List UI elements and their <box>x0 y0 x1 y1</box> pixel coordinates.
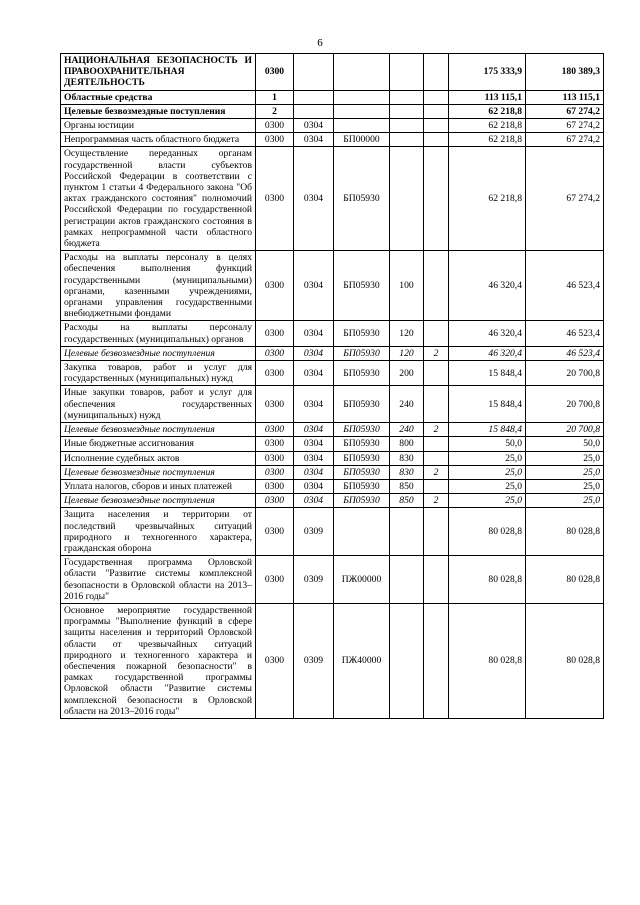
amount-year-2: 80 028,8 <box>526 556 604 604</box>
target-article: БП05930 <box>334 423 390 437</box>
amount-year-2: 67 274,2 <box>526 133 604 147</box>
table-row <box>61 147 604 251</box>
subsection-code: 0304 <box>294 465 334 479</box>
table-row <box>61 386 604 423</box>
amount-year-2: 46 523,4 <box>526 346 604 360</box>
amount-year-2: 67 274,2 <box>526 147 604 251</box>
row-name: Целевые безвозмездные поступления <box>61 423 256 437</box>
subsection-code: 0304 <box>294 119 334 133</box>
table-row <box>61 321 604 346</box>
funding-source <box>424 147 449 251</box>
subsection-code: 0309 <box>294 508 334 556</box>
funding-source: 2 <box>424 494 449 508</box>
funding-source <box>424 451 449 465</box>
target-article <box>334 90 390 104</box>
subsection-code <box>294 54 334 91</box>
funding-source <box>424 54 449 91</box>
subsection-code: 0304 <box>294 451 334 465</box>
section-code: 0300 <box>256 437 294 451</box>
amount-year-2: 46 523,4 <box>526 251 604 321</box>
expense-type: 800 <box>390 437 424 451</box>
amount-year-1: 15 848,4 <box>449 386 526 423</box>
expense-type <box>390 54 424 91</box>
row-name: Основное мероприятие государственной программы "Выполнение функций в сфере защиты населения и территорий Орловской области от чрезвычайных ситуаций природного и техногенного характера и обеспечения пожарной безопасности" в рамках государственной программы Орловской области "Развитие системы комплексной безопасности в Орловской области на 2013–2016 годы" <box>61 603 256 718</box>
row-name: Целевые безвозмездные поступления <box>61 346 256 360</box>
table-row <box>61 465 604 479</box>
subsection-code: 0309 <box>294 556 334 604</box>
target-article: БП05930 <box>334 479 390 493</box>
expense-type: 120 <box>390 346 424 360</box>
subsection-code <box>294 104 334 118</box>
section-code: 0300 <box>256 556 294 604</box>
table-row <box>61 119 604 133</box>
table-row <box>61 556 604 604</box>
amount-year-1: 80 028,8 <box>449 556 526 604</box>
expense-type: 120 <box>390 321 424 346</box>
amount-year-2: 67 274,2 <box>526 104 604 118</box>
funding-source: 2 <box>424 465 449 479</box>
amount-year-2: 67 274,2 <box>526 119 604 133</box>
amount-year-1: 15 848,4 <box>449 361 526 386</box>
row-name: Расходы на выплаты персоналу в целях обеспечения выполнения функций государственными (муниципальными) органами, казенными учреждениями, органами управления государственными внебюджетными фондами <box>61 251 256 321</box>
subsection-code <box>294 90 334 104</box>
expense-type: 200 <box>390 361 424 386</box>
section-code: 0300 <box>256 465 294 479</box>
amount-year-2: 50,0 <box>526 437 604 451</box>
amount-year-1: 46 320,4 <box>449 321 526 346</box>
amount-year-2: 25,0 <box>526 465 604 479</box>
table-row <box>61 603 604 718</box>
target-article: БП05930 <box>334 451 390 465</box>
funding-source: 2 <box>424 423 449 437</box>
table-row <box>61 133 604 147</box>
expense-type <box>390 119 424 133</box>
table-row <box>61 451 604 465</box>
subsection-code: 0304 <box>294 494 334 508</box>
row-name: Защита населения и территории от последствий чрезвычайных ситуаций природного и техногенного характера, гражданская оборона <box>61 508 256 556</box>
funding-source <box>424 119 449 133</box>
subsection-code: 0304 <box>294 321 334 346</box>
amount-year-1: 113 115,1 <box>449 90 526 104</box>
page-number: 6 <box>317 37 323 49</box>
table-row <box>61 479 604 493</box>
section-code: 0300 <box>256 508 294 556</box>
funding-source <box>424 603 449 718</box>
amount-year-1: 175 333,9 <box>449 54 526 91</box>
row-name: Иные бюджетные ассигнования <box>61 437 256 451</box>
section-code: 0300 <box>256 54 294 91</box>
target-article: БП05930 <box>334 437 390 451</box>
amount-year-2: 25,0 <box>526 479 604 493</box>
subsection-code: 0304 <box>294 423 334 437</box>
row-name: Иные закупки товаров, работ и услуг для обеспечения государственных (муниципальных) нужд <box>61 386 256 423</box>
row-name: Целевые безвозмездные поступления <box>61 465 256 479</box>
target-article: БП00000 <box>334 133 390 147</box>
expense-type: 850 <box>390 494 424 508</box>
budget-table <box>60 53 604 719</box>
funding-source <box>424 437 449 451</box>
amount-year-2: 20 700,8 <box>526 423 604 437</box>
row-name: Государственная программа Орловской области "Развитие системы комплексной безопасности в Орловской области на 2013–2016 годы" <box>61 556 256 604</box>
subsection-code: 0304 <box>294 346 334 360</box>
table-row <box>61 90 604 104</box>
target-article: БП05930 <box>334 361 390 386</box>
target-article <box>334 508 390 556</box>
section-code: 0300 <box>256 133 294 147</box>
target-article: БП05930 <box>334 147 390 251</box>
target-article: БП05930 <box>334 494 390 508</box>
funding-source: 2 <box>424 346 449 360</box>
amount-year-1: 62 218,8 <box>449 133 526 147</box>
expense-type <box>390 147 424 251</box>
expense-type: 830 <box>390 451 424 465</box>
expense-type <box>390 556 424 604</box>
amount-year-2: 25,0 <box>526 451 604 465</box>
amount-year-1: 80 028,8 <box>449 508 526 556</box>
amount-year-2: 80 028,8 <box>526 603 604 718</box>
expense-type <box>390 508 424 556</box>
funding-source <box>424 386 449 423</box>
table-row <box>61 508 604 556</box>
row-name: Целевые безвозмездные поступления <box>61 494 256 508</box>
row-name: Органы юстиции <box>61 119 256 133</box>
amount-year-1: 62 218,8 <box>449 147 526 251</box>
section-code: 0300 <box>256 479 294 493</box>
table-row <box>61 437 604 451</box>
amount-year-2: 25,0 <box>526 494 604 508</box>
subsection-code: 0304 <box>294 361 334 386</box>
target-article: БП05930 <box>334 386 390 423</box>
section-code: 0300 <box>256 451 294 465</box>
subsection-code: 0304 <box>294 133 334 147</box>
funding-source <box>424 556 449 604</box>
funding-source <box>424 508 449 556</box>
funding-source <box>424 361 449 386</box>
section-code: 0300 <box>256 423 294 437</box>
funding-source <box>424 90 449 104</box>
expense-type <box>390 104 424 118</box>
target-article: БП05930 <box>334 251 390 321</box>
funding-source <box>424 321 449 346</box>
table-row <box>61 423 604 437</box>
table-row <box>61 54 604 91</box>
target-article: БП05930 <box>334 346 390 360</box>
amount-year-2: 20 700,8 <box>526 386 604 423</box>
row-name: Исполнение судебных актов <box>61 451 256 465</box>
section-code: 0300 <box>256 119 294 133</box>
expense-type: 240 <box>390 423 424 437</box>
row-name: Уплата налогов, сборов и иных платежей <box>61 479 256 493</box>
amount-year-2: 46 523,4 <box>526 321 604 346</box>
section-code: 1 <box>256 90 294 104</box>
section-code: 0300 <box>256 603 294 718</box>
expense-type: 100 <box>390 251 424 321</box>
row-name: Осуществление переданных органам государственной власти субъектов Российской Федерации в соответствии с пунктом 1 статьи 4 Федерального закона "Об актах гражданского состояния" полномочий Российской Федерации по государственной регистрации актов гражданского состояния в рамках непрограммной части областного бюджета <box>61 147 256 251</box>
funding-source <box>424 104 449 118</box>
target-article: ПЖ40000 <box>334 603 390 718</box>
table-row <box>61 251 604 321</box>
target-article: БП05930 <box>334 465 390 479</box>
row-name: Закупка товаров, работ и услуг для государственных (муниципальных) нужд <box>61 361 256 386</box>
amount-year-1: 46 320,4 <box>449 251 526 321</box>
table-row <box>61 104 604 118</box>
section-code: 0300 <box>256 251 294 321</box>
subsection-code: 0304 <box>294 479 334 493</box>
section-code: 0300 <box>256 494 294 508</box>
expense-type: 850 <box>390 479 424 493</box>
subsection-code: 0304 <box>294 386 334 423</box>
target-article <box>334 119 390 133</box>
target-article <box>334 54 390 91</box>
table-row <box>61 346 604 360</box>
expense-type <box>390 603 424 718</box>
section-code: 0300 <box>256 147 294 251</box>
amount-year-1: 25,0 <box>449 465 526 479</box>
amount-year-1: 46 320,4 <box>449 346 526 360</box>
section-code: 0300 <box>256 361 294 386</box>
amount-year-1: 50,0 <box>449 437 526 451</box>
table-row <box>61 494 604 508</box>
target-article <box>334 104 390 118</box>
row-name: Областные средства <box>61 90 256 104</box>
subsection-code: 0309 <box>294 603 334 718</box>
funding-source <box>424 133 449 147</box>
expense-type <box>390 90 424 104</box>
row-name: Непрограммная часть областного бюджета <box>61 133 256 147</box>
section-code: 0300 <box>256 321 294 346</box>
amount-year-2: 180 389,3 <box>526 54 604 91</box>
expense-type <box>390 133 424 147</box>
row-name: НАЦИОНАЛЬНАЯ БЕЗОПАСНОСТЬ И ПРАВООХРАНИТЕЛЬНАЯ ДЕЯТЕЛЬНОСТЬ <box>61 54 256 91</box>
amount-year-1: 25,0 <box>449 494 526 508</box>
amount-year-1: 15 848,4 <box>449 423 526 437</box>
expense-type: 240 <box>390 386 424 423</box>
amount-year-1: 62 218,8 <box>449 104 526 118</box>
amount-year-2: 113 115,1 <box>526 90 604 104</box>
amount-year-1: 80 028,8 <box>449 603 526 718</box>
section-code: 0300 <box>256 386 294 423</box>
subsection-code: 0304 <box>294 437 334 451</box>
funding-source <box>424 251 449 321</box>
target-article: БП05930 <box>334 321 390 346</box>
amount-year-1: 25,0 <box>449 451 526 465</box>
amount-year-2: 80 028,8 <box>526 508 604 556</box>
target-article: ПЖ00000 <box>334 556 390 604</box>
row-name: Целевые безвозмездные поступления <box>61 104 256 118</box>
subsection-code: 0304 <box>294 147 334 251</box>
subsection-code: 0304 <box>294 251 334 321</box>
table-row <box>61 361 604 386</box>
expense-type: 830 <box>390 465 424 479</box>
row-name: Расходы на выплаты персоналу государственных (муниципальных) органов <box>61 321 256 346</box>
section-code: 2 <box>256 104 294 118</box>
amount-year-2: 20 700,8 <box>526 361 604 386</box>
section-code: 0300 <box>256 346 294 360</box>
amount-year-1: 62 218,8 <box>449 119 526 133</box>
funding-source <box>424 479 449 493</box>
amount-year-1: 25,0 <box>449 479 526 493</box>
